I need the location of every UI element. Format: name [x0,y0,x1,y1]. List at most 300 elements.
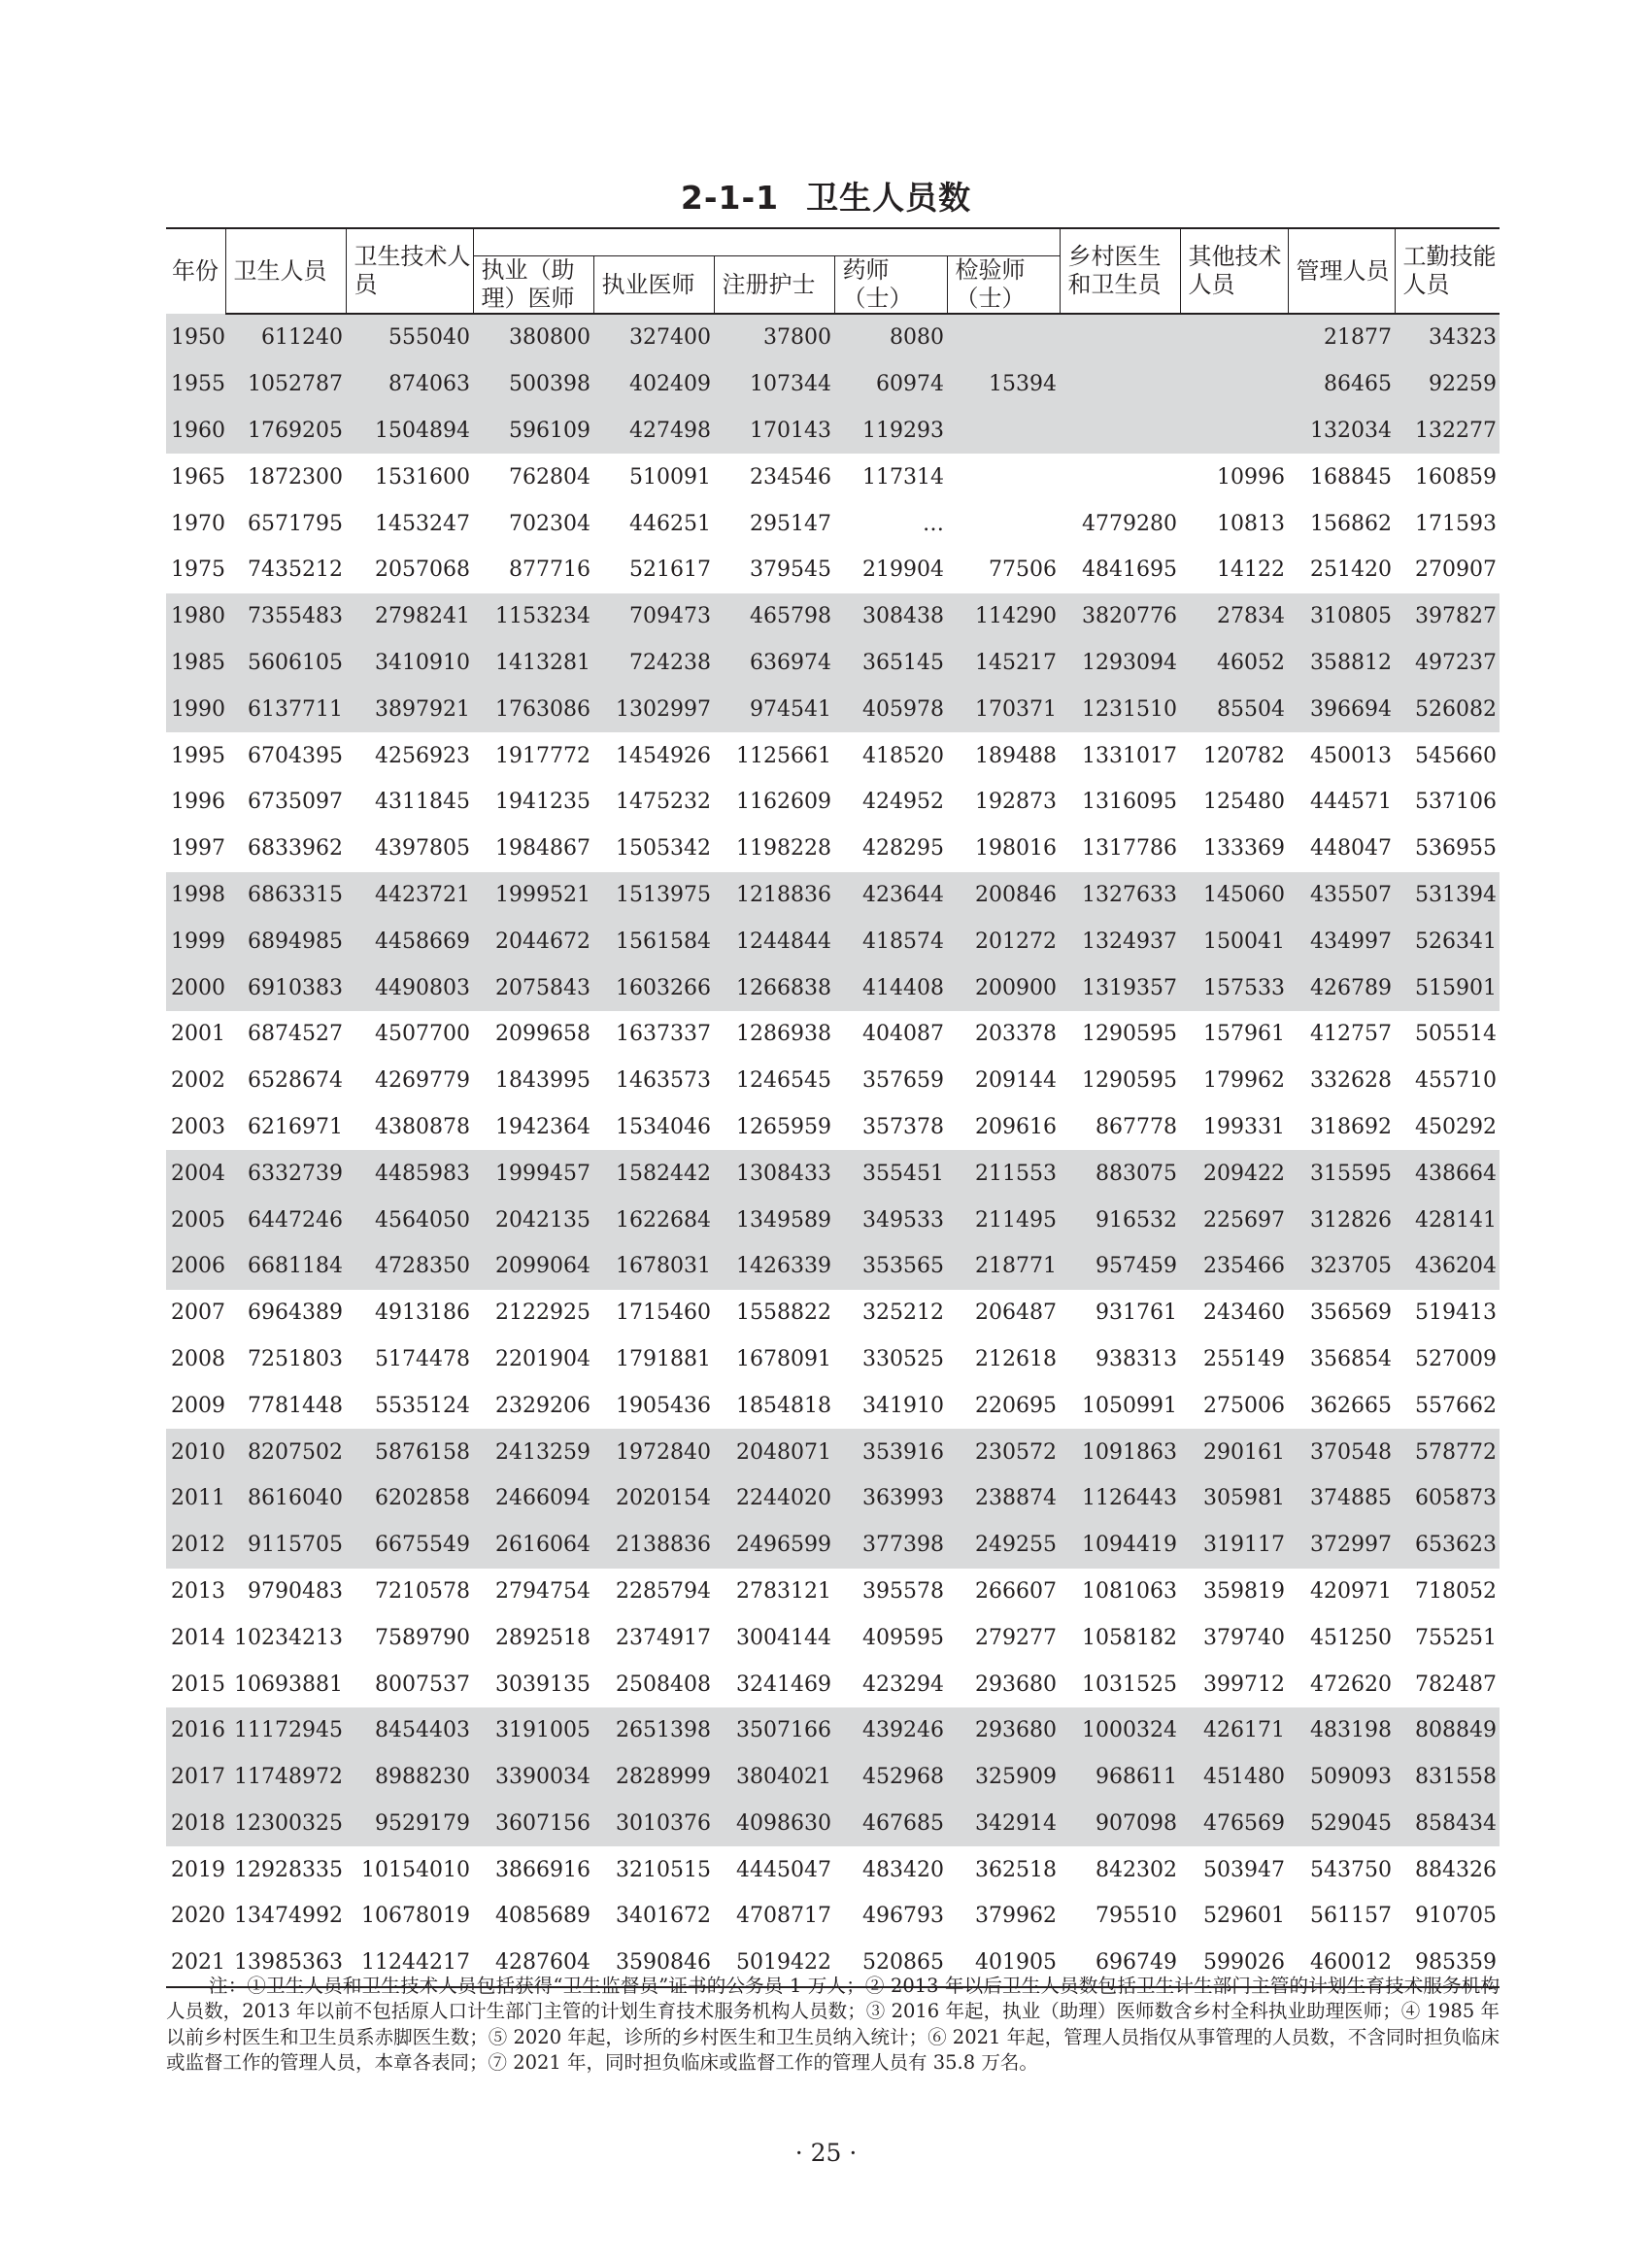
table-cell [1060,361,1180,408]
row-year: 2006 [166,1243,225,1290]
table-cell: 1678031 [593,1243,714,1290]
table-cell: 2020154 [593,1475,714,1522]
row-year: 1975 [171,558,225,583]
table-cell: 428141 [1395,1197,1500,1243]
row-year: 1965 [171,464,225,490]
row-year: 1998 [166,872,225,919]
table-cell: 1941235 [495,790,590,815]
table-cell: 2099064 [473,1243,593,1290]
table-cell: 709473 [593,593,714,640]
table-cell: 293680 [975,1672,1058,1697]
table-row [166,964,1500,1011]
table-cell: 12928335 [234,1857,343,1882]
table-cell: 218771 [947,1243,1060,1290]
table-cell: 4841695 [1082,558,1178,583]
table-cell: 189488 [975,743,1058,768]
table-cell: 3210515 [616,1857,711,1882]
table-cell: 220695 [975,1393,1058,1418]
table-row [166,314,1500,361]
table-row [166,918,1500,964]
table-cell: 14122 [1217,558,1286,583]
table-cell: 1286938 [736,1022,831,1047]
table-cell: 2099658 [495,1022,590,1047]
table-cell: 500398 [473,361,593,408]
table-cell: 363993 [834,1475,947,1522]
table-cell: 107344 [714,361,834,408]
table-cell: 405978 [834,686,947,732]
table-cell: 86465 [1288,361,1395,408]
table-cell: 145060 [1180,872,1288,919]
row-year: 1955 [166,361,225,408]
table-cell: 435507 [1288,872,1395,919]
table-cell: 290161 [1180,1429,1288,1475]
header-total: 卫生人员 [225,228,346,314]
table-cell: 206487 [975,1301,1058,1326]
table-cell: 295147 [750,511,831,536]
table-cell: 6332739 [225,1150,346,1197]
table-body [166,314,1500,1987]
table-cell: 315595 [1288,1150,1395,1197]
table-row [166,640,1500,687]
table-cell: 578772 [1395,1429,1500,1475]
table-cell: 795510 [1096,1904,1178,1929]
table-cell: 6910383 [225,964,346,1011]
table-cell: 209422 [1180,1150,1288,1197]
table-cell: 4564050 [346,1197,473,1243]
table-cell: 211553 [947,1150,1060,1197]
table-cell: 2466094 [473,1475,593,1522]
table-cell: 1293094 [1060,640,1180,687]
table-cell: 319117 [1180,1522,1288,1569]
table-cell: 85504 [1180,686,1288,732]
table-cell: 874063 [346,361,473,408]
table-cell: 1917772 [495,743,590,768]
table-cell: 2122925 [495,1301,590,1326]
row-year: 1999 [166,918,225,964]
table-cell: 436204 [1395,1243,1500,1290]
table-cell: 156862 [1310,511,1393,536]
table-cell: 6202858 [346,1475,473,1522]
table-cell: 5019422 [714,1940,834,1987]
table-cell: 359819 [1203,1578,1286,1604]
table-cell: 332628 [1310,1068,1393,1094]
row-year: 2015 [171,1672,225,1697]
table-row [166,686,1500,732]
table-cell: 10234213 [234,1625,343,1650]
row-year: 2003 [171,1114,225,1139]
table-cell: 377398 [834,1522,947,1569]
table-cell: 401905 [947,1940,1060,1987]
table-row [166,408,1500,455]
table-cell: 1266838 [714,964,834,1011]
table-cell: 1999521 [473,872,593,919]
table-cell: 312826 [1288,1197,1395,1243]
table-cell: 77506 [989,558,1058,583]
table-cell: 1972840 [593,1429,714,1475]
table-cell: 3390034 [473,1754,593,1801]
table-cell: 2244020 [714,1475,834,1522]
table-cell: 1413281 [473,640,593,687]
table-cell: 426789 [1288,964,1395,1011]
table-cell: 6216971 [248,1114,343,1139]
table-cell: 497237 [1395,640,1500,687]
table-cell: 6863315 [225,872,346,919]
table-cell: 8080 [834,314,947,361]
table-cell: 537106 [1415,790,1498,815]
table-cell: 1308433 [714,1150,834,1197]
table-row [166,593,1500,640]
table-cell: 526082 [1395,686,1500,732]
table-cell: 4458669 [346,918,473,964]
table-cell: 472620 [1310,1672,1393,1697]
table-cell: 3401672 [616,1904,711,1929]
table-row [166,1243,1500,1290]
table-cell: 2285794 [616,1578,711,1604]
header-tech: 卫生技术人员 [346,228,473,314]
table-cell: 2508408 [616,1672,711,1697]
table-cell: 10996 [1217,464,1286,490]
table-cell: 211495 [947,1197,1060,1243]
table-cell: 423644 [834,872,947,919]
table-cell: 157961 [1203,1022,1286,1047]
table-cell: 9529179 [346,1801,473,1847]
table-cell: 379962 [975,1904,1058,1929]
table-cell: 444571 [1310,790,1393,815]
table-row [166,1754,1500,1801]
table-cell: 6571795 [248,511,343,536]
table-cell: 1317786 [1082,836,1178,862]
header-year: 年份 [166,228,225,314]
header-pharm: 药师（士） [834,256,947,315]
table-cell: 4311845 [375,790,470,815]
table-cell: 168845 [1310,464,1393,490]
table-cell: 1763086 [473,686,593,732]
table-cell: 2374917 [616,1625,711,1650]
table-cell: 402409 [593,361,714,408]
table-row [166,1150,1500,1197]
table-cell: 404087 [862,1022,944,1047]
table-row [166,1290,1500,1336]
table-cell: 1290595 [1082,1068,1178,1094]
row-year: 2005 [166,1197,225,1243]
table-cell: 170371 [947,686,1060,732]
table-cell: 60974 [834,361,947,408]
table-row [166,1707,1500,1754]
table-cell: 6833962 [248,836,343,862]
table-cell: 448047 [1310,836,1393,862]
table-cell: 1769205 [225,408,346,455]
table-cell: 957459 [1060,1243,1180,1290]
table-cell: 1316095 [1082,790,1178,815]
table-row [166,826,1500,872]
table-cell: 133369 [1203,836,1286,862]
table-cell: 974541 [714,686,834,732]
table-cell: 1231510 [1060,686,1180,732]
table-cell: 3804021 [714,1754,834,1801]
table-cell [1060,408,1180,455]
table-cell: 520865 [834,1940,947,1987]
table-row [166,500,1500,547]
table-cell: 6735097 [248,790,343,815]
table-cell: 1561584 [593,918,714,964]
table-cell: 8207502 [225,1429,346,1475]
table-cell: 145217 [947,640,1060,687]
row-year: 1960 [166,408,225,455]
header-village: 乡村医生和卫生员 [1060,228,1180,314]
table-cell: 509093 [1288,1754,1395,1801]
table-cell: 397827 [1395,593,1500,640]
table-cell: 380800 [473,314,593,361]
row-year: 1950 [166,314,225,361]
table-cell: 1081063 [1082,1578,1178,1604]
table-cell: 2048071 [714,1429,834,1475]
table-cell: 420971 [1310,1578,1393,1604]
table-cell: 92259 [1395,361,1500,408]
table-cell: 209144 [975,1068,1058,1094]
header-lab: 检验师（士） [947,256,1060,315]
table-cell: 9115705 [225,1522,346,1569]
table-cell: 37800 [714,314,834,361]
table-cell: 4269779 [375,1068,470,1094]
table-cell: 6704395 [248,743,343,768]
table-cell: 3039135 [495,1672,590,1697]
header-othertech: 其他技术人员 [1180,228,1288,314]
table-cell: 4445047 [736,1857,831,1882]
table-cell: 531394 [1395,872,1500,919]
table-cell: 3607156 [473,1801,593,1847]
table-cell: 7781448 [248,1393,343,1418]
row-year: 2004 [166,1150,225,1197]
page-number: · 25 · [794,2139,858,2167]
table-cell: 3507166 [714,1707,834,1754]
table-cell: 396694 [1288,686,1395,732]
row-year: 1995 [171,743,225,768]
table-cell [947,454,1060,500]
table-row [166,361,1500,408]
table-cell: 251420 [1310,558,1393,583]
table-cell: 7589790 [375,1625,470,1650]
table-cell: 907098 [1060,1801,1180,1847]
table-cell: 1000324 [1060,1707,1180,1754]
table-cell: 428295 [862,836,944,862]
table-cell: 6874527 [248,1022,343,1047]
table-cell: 1454926 [616,743,711,768]
table-cell: 1058182 [1082,1625,1178,1650]
table-cell: 342914 [947,1801,1060,1847]
table-cell: 11172945 [225,1707,346,1754]
table-row [166,779,1500,826]
table-cell [1180,361,1288,408]
table-cell: 358812 [1288,640,1395,687]
table-cell: 353916 [834,1429,947,1475]
table-cell: 1031525 [1082,1672,1178,1697]
table-cell: 883075 [1060,1150,1180,1197]
table-cell: 1349589 [714,1197,834,1243]
row-year: 2007 [171,1301,225,1326]
table-cell: 842302 [1096,1857,1178,1882]
table-cell: 4380878 [375,1114,470,1139]
table-cell: 379740 [1203,1625,1286,1650]
row-year: 2017 [166,1754,225,1801]
table-cell: 132277 [1395,408,1500,455]
table-cell: 1999457 [473,1150,593,1197]
table-cell: 529045 [1288,1801,1395,1847]
table-cell: 1843995 [495,1068,590,1094]
row-year: 2021 [166,1940,225,1987]
table-cell: 10678019 [361,1904,470,1929]
table-cell: 451480 [1180,1754,1288,1801]
table-cell: … [923,511,944,536]
table-row [166,732,1500,779]
row-year: 2009 [171,1393,225,1418]
table-cell: 4728350 [346,1243,473,1290]
table-cell: 483420 [862,1857,944,1882]
table-cell: 653623 [1395,1522,1500,1569]
table-cell: 5174478 [375,1346,470,1371]
table-cell: 21877 [1288,314,1395,361]
table-cell: 418520 [862,743,944,768]
table-cell: 1715460 [616,1301,711,1326]
table-cell: 1504894 [346,408,473,455]
table-row [166,1614,1500,1661]
row-year: 2013 [171,1578,225,1604]
table-cell: 3241469 [736,1672,831,1697]
table-cell: 1327633 [1060,872,1180,919]
table-cell: 561157 [1310,1904,1393,1929]
table-cell: 696749 [1060,1940,1180,1987]
table-cell: 1324937 [1060,918,1180,964]
table-cell: 2496599 [714,1522,834,1569]
table-row [166,1382,1500,1429]
table-cell: 515901 [1395,964,1500,1011]
table-cell: 249255 [947,1522,1060,1569]
table-cell: 370548 [1288,1429,1395,1475]
table-cell: 4423721 [346,872,473,919]
table-cell: 356854 [1310,1346,1393,1371]
table-cell [1180,314,1288,361]
table-cell: 6447246 [225,1197,346,1243]
table-cell: 1302997 [593,686,714,732]
table-cell: 2798241 [346,593,473,640]
table-cell: 1126443 [1060,1475,1180,1522]
table-row [166,1336,1500,1383]
table-cell: 200900 [947,964,1060,1011]
table-cell: 200846 [947,872,1060,919]
table-cell: 171593 [1415,511,1498,536]
header-nurse: 注册护士 [714,256,834,315]
table-cell: 199331 [1203,1114,1286,1139]
table-cell: 11244217 [346,1940,473,1987]
table-cell: 496793 [862,1904,944,1929]
table-cell: 858434 [1395,1801,1500,1847]
table-cell: 365145 [834,640,947,687]
table-cell: 3010376 [593,1801,714,1847]
table-cell [947,408,1060,455]
table-cell: 755251 [1415,1625,1498,1650]
table-cell: 762804 [509,464,590,490]
table-cell: 5876158 [346,1429,473,1475]
table-cell: 212618 [975,1346,1058,1371]
header-doctor: 执业医师 [593,256,714,315]
table-cell: 505514 [1415,1022,1498,1047]
table-cell: 808849 [1395,1707,1500,1754]
table-cell: 125480 [1203,790,1286,815]
table-cell: 460012 [1288,1940,1395,1987]
table-cell: 114290 [947,593,1060,640]
table-cell: 327400 [593,314,714,361]
table-cell: 6528674 [248,1068,343,1094]
table-cell: 6681184 [225,1243,346,1290]
table-cell [1180,408,1288,455]
table-cell: 275006 [1203,1393,1286,1418]
table-cell: 2892518 [495,1625,590,1650]
table-cell: 6137711 [225,686,346,732]
table-cell: 476569 [1180,1801,1288,1847]
table-cell: 985359 [1395,1940,1500,1987]
table-cell: 4490803 [346,964,473,1011]
table-cell: 8616040 [225,1475,346,1522]
row-year: 2014 [171,1625,225,1650]
table-row [166,1475,1500,1522]
row-year: 2002 [171,1068,225,1094]
table-cell: 27834 [1180,593,1288,640]
table-cell: 356569 [1310,1301,1393,1326]
table-cell: 238874 [947,1475,1060,1522]
table-cell: 418574 [834,918,947,964]
table-code: 2-1-1 [680,179,780,217]
table-cell: 702304 [509,511,590,536]
table-cell: 1198228 [736,836,831,862]
table-cell: 1622684 [593,1197,714,1243]
table-cell: 426171 [1180,1707,1288,1754]
table-row [166,1801,1500,1847]
table-row [166,1661,1500,1707]
table-cell: 10154010 [361,1857,470,1882]
table-cell: 10813 [1217,511,1286,536]
table-cell: 527009 [1415,1346,1498,1371]
table-cell: 2138836 [593,1522,714,1569]
header-worker: 工勤技能人员 [1395,228,1500,314]
table-cell: 409595 [862,1625,944,1650]
table-cell: 414408 [834,964,947,1011]
row-year: 2008 [171,1346,225,1371]
table-cell: 255149 [1203,1346,1286,1371]
table-cell: 1050991 [1082,1393,1178,1418]
table-cell: 357378 [862,1114,944,1139]
table-cell: 219904 [862,558,944,583]
table-cell: 3191005 [473,1707,593,1754]
table-cell: 1331017 [1082,743,1178,768]
table-row [166,1104,1500,1151]
table-cell: 510091 [629,464,711,490]
table-cell: 1872300 [248,464,343,490]
table-cell: 157533 [1180,964,1288,1011]
table-cell [947,314,1060,361]
table-cell: 2828999 [593,1754,714,1801]
table-cell: 13985363 [225,1940,346,1987]
table-row [166,1522,1500,1569]
table-cell: 279277 [975,1625,1058,1650]
table-cell: 3897921 [346,686,473,732]
table-cell: 545660 [1415,743,1498,768]
table-cell: 465798 [714,593,834,640]
table-cell: 3590846 [593,1940,714,1987]
table-cell: 198016 [975,836,1058,862]
table-cell: 1534046 [616,1114,711,1139]
table-row [166,1058,1500,1104]
row-year: 2020 [171,1904,225,1929]
table-cell: 596109 [473,408,593,455]
